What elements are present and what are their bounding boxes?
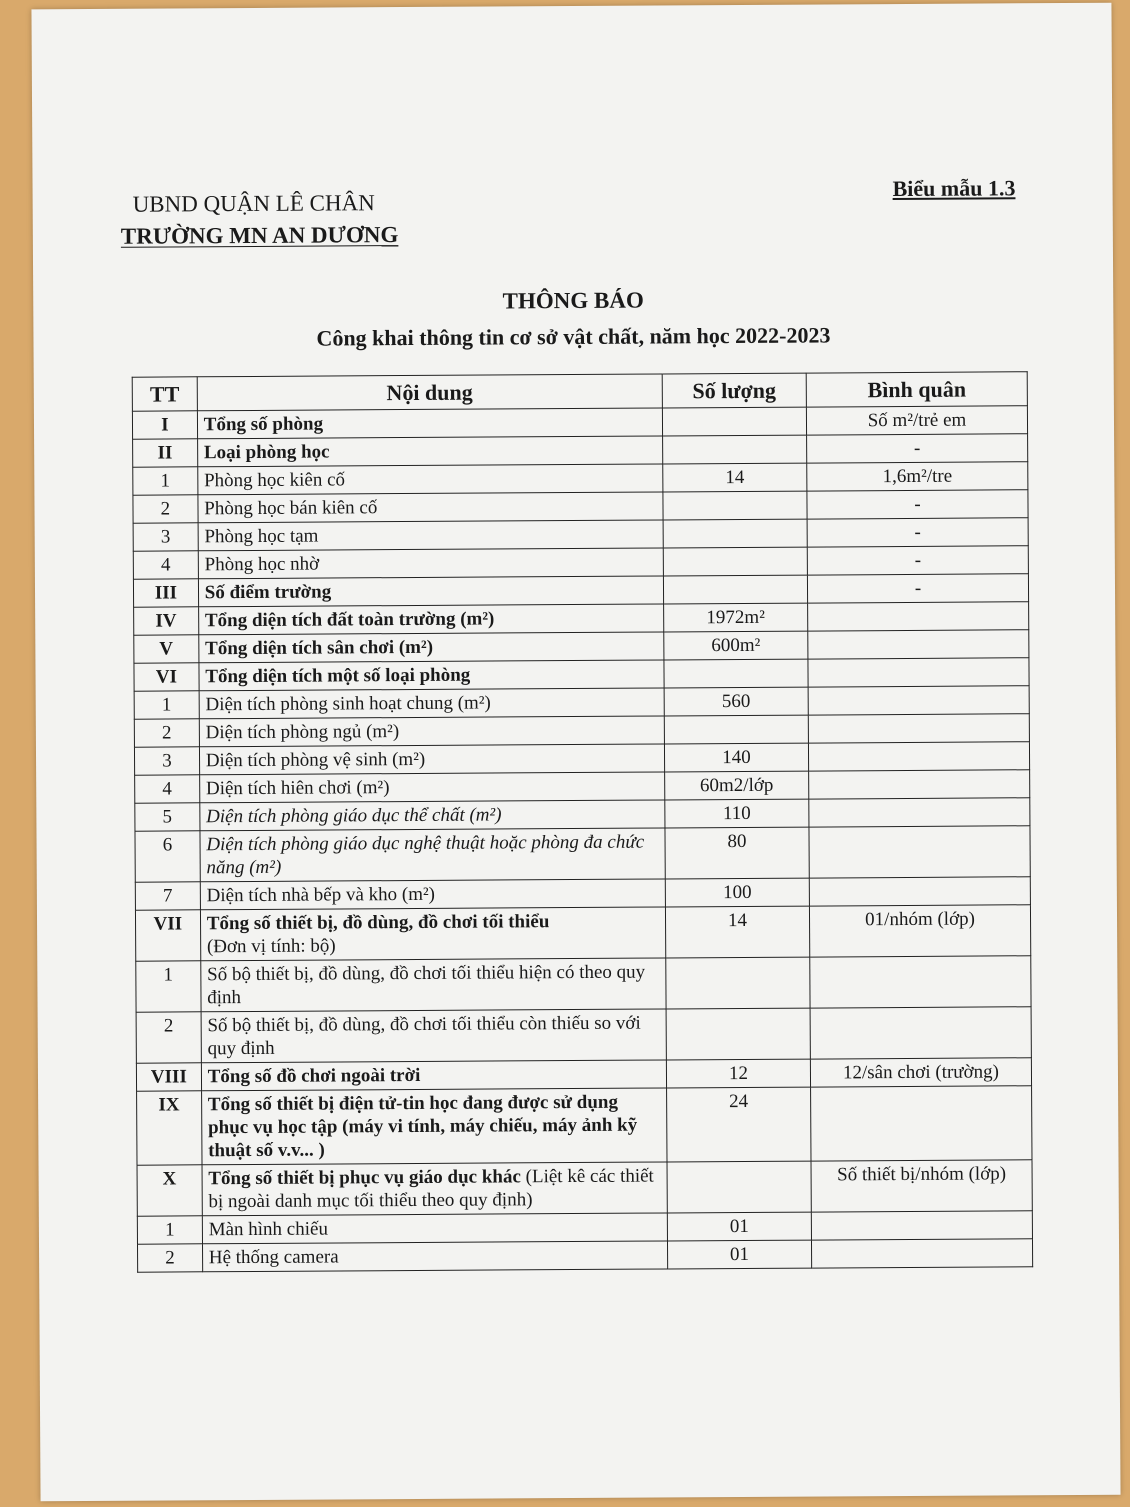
cell-content-text: Hệ thống camera: [208, 1246, 339, 1269]
cell-qty: [663, 519, 807, 548]
cell-qty: 01: [667, 1212, 811, 1241]
issuer-org: UBND QUẬN LÊ CHÂN: [132, 190, 375, 217]
cell-qty: 24: [666, 1087, 811, 1162]
cell-content-text: Tổng số đồ chơi ngoài trời: [207, 1064, 421, 1088]
cell-content-text: Tổng số phòng: [203, 413, 324, 436]
facilities-table: [132, 371, 1033, 1272]
cell-content: [198, 464, 663, 495]
cell-tt: 3: [134, 747, 199, 775]
cell-qty: [666, 1008, 810, 1060]
cell-content-text: Tổng số thiết bị, đồ dùng, đồ chơi tối thiểu: [206, 911, 550, 935]
table-row: [137, 1160, 1032, 1216]
cell-qty: 60m2/lớp: [665, 771, 809, 800]
cell-tt: VII: [135, 910, 200, 961]
cell-content-text: Diện tích hiên chơi (m²): [205, 777, 390, 800]
cell-content-text: Phòng học kiên cố: [204, 469, 346, 492]
table-row: [136, 956, 1031, 1012]
cell-content-text: Tổng diện tích một số loại phòng: [205, 664, 471, 688]
table-row: [137, 1086, 1032, 1165]
table-row: [137, 1239, 1032, 1272]
cell-avg: [810, 1007, 1031, 1059]
cell-avg: [811, 1211, 1032, 1240]
cell-tt: 1: [134, 691, 199, 719]
cell-avg: [811, 1086, 1032, 1161]
cell-content-text: Số bộ thiết bị, đồ dùng, đồ chơi tối thiểu còn thiếu so với quy định: [207, 1012, 641, 1060]
cell-qty: 14: [665, 906, 809, 958]
cell-content: [200, 879, 665, 910]
cell-avg: 1,6m²/tre: [807, 462, 1028, 491]
cell-content: [197, 436, 662, 467]
cell-content: [201, 958, 666, 1012]
cell-content: [201, 1088, 667, 1165]
cell-tt: 3: [133, 523, 198, 551]
cell-content-text: Tổng số thiết bị phục vụ giáo dục khác: [208, 1166, 521, 1190]
cell-avg: [808, 630, 1029, 659]
cell-content: [198, 520, 663, 551]
cell-tt: 6: [135, 831, 200, 882]
cell-content: [199, 772, 664, 803]
cell-tt: IX: [137, 1091, 202, 1165]
cell-content: [202, 1241, 667, 1272]
cell-content: [199, 632, 664, 663]
cell-qty: [664, 715, 808, 744]
cell-qty: 560: [664, 687, 808, 716]
cell-avg: [812, 1239, 1033, 1268]
issuer-school: [121, 219, 399, 253]
cell-content-text: Màn hình chiếu: [208, 1218, 328, 1241]
cell-content: [200, 800, 665, 831]
cell-tt: 2: [136, 1012, 201, 1063]
cell-content: [198, 548, 663, 579]
cell-avg: -: [807, 546, 1028, 575]
cell-content-text: Tổng số thiết bị điện tử-tin học đang được sử dụng phục vụ học tập (máy vi tính, máy chiếu, máy ảnh kỹ thuật số v.v... ): [207, 1091, 638, 1162]
cell-avg: -: [807, 490, 1028, 519]
cell-qty: [664, 659, 808, 688]
cell-content-text: Số bộ thiết bị, đồ dùng, đồ chơi tối thiểu hiện có theo quy định: [207, 961, 646, 1009]
issuer-block: [120, 187, 399, 253]
cell-content: [199, 744, 664, 775]
cell-content: [201, 1060, 666, 1091]
document-subtitle: Công khai thông tin cơ sở vật chất, năm học 2022-2023: [316, 322, 831, 351]
cell-avg: 01/nhóm (lớp): [809, 905, 1030, 957]
cell-content: [198, 604, 663, 635]
cell-tt: III: [133, 579, 198, 607]
cell-content: [202, 1213, 667, 1244]
cell-content: [198, 576, 663, 607]
header-avg: Bình quân: [806, 372, 1027, 407]
cell-content: [199, 716, 664, 747]
cell-tt: 4: [133, 551, 198, 579]
cell-avg: [809, 798, 1030, 827]
table-header-row: [132, 372, 1027, 411]
table-row: [136, 1007, 1031, 1063]
cell-content: [197, 408, 662, 439]
cell-content: [199, 660, 664, 691]
cell-avg: [808, 686, 1029, 715]
cell-content: [199, 688, 664, 719]
cell-tt: V: [134, 635, 199, 663]
cell-content-text: Diện tích phòng giáo dục thể chất (m²): [206, 804, 502, 828]
cell-avg: Số m²/trẻ em: [806, 406, 1027, 435]
header-content: Nội dung: [197, 374, 662, 411]
cell-content-text: Phòng học tạm: [204, 525, 319, 548]
cell-tt: 7: [135, 882, 200, 910]
cell-tt: 4: [135, 775, 200, 803]
cell-tt: 1: [136, 961, 201, 1012]
cell-content: [200, 907, 665, 961]
cell-content: [200, 828, 665, 882]
header-tt: TT: [132, 377, 197, 411]
cell-content-text: Tổng diện tích sân chơi (m²): [205, 636, 434, 660]
cell-tt: 1: [133, 467, 198, 495]
cell-qty: 1972m²: [663, 603, 807, 632]
cell-avg: [809, 877, 1030, 906]
cell-avg: [808, 714, 1029, 743]
cell-qty: 80: [665, 827, 809, 879]
cell-content-text: Diện tích phòng sinh hoạt chung (m²): [205, 692, 491, 716]
cell-content-text: Diện tích phòng giáo dục nghệ thuật hoặc phòng đa chức năng (m²): [206, 831, 645, 879]
table-row: [135, 905, 1030, 961]
cell-content-text: Diện tích phòng vệ sinh (m²): [205, 748, 426, 772]
cell-qty: 12: [666, 1059, 810, 1088]
cell-qty: 01: [667, 1240, 811, 1269]
cell-content-text: Phòng học bán kiên cố: [204, 497, 378, 520]
cell-tt: II: [133, 439, 198, 467]
form-number: Biểu mẫu 1.3: [892, 175, 1016, 202]
cell-tt: 5: [135, 803, 200, 831]
cell-tt: 2: [133, 495, 198, 523]
cell-content-unit: (Đơn vị tính: bộ): [206, 935, 336, 958]
cell-content: [201, 1009, 666, 1063]
cell-content-text: Loại phòng học: [203, 441, 330, 464]
cell-content-text: Diện tích phòng ngủ (m²): [205, 721, 400, 744]
cell-tt: IV: [134, 607, 199, 635]
cell-avg: [809, 826, 1030, 878]
cell-qty: 14: [663, 463, 807, 492]
cell-content-note: (Liệt kê các thiết bị ngoài danh mục tối thiểu theo quy định): [208, 1165, 654, 1213]
cell-tt: I: [132, 411, 197, 439]
cell-qty: 140: [664, 743, 808, 772]
cell-avg: [810, 956, 1031, 1008]
cell-qty: [663, 491, 807, 520]
cell-qty: [666, 957, 810, 1009]
cell-qty: [663, 547, 807, 576]
cell-avg: -: [807, 518, 1028, 547]
table-row: [135, 826, 1030, 882]
cell-avg: [808, 602, 1029, 631]
cell-avg: -: [807, 574, 1028, 603]
cell-avg: [809, 770, 1030, 799]
table-body: [132, 406, 1032, 1272]
cell-content: [198, 492, 663, 523]
paper-sheet: [31, 3, 1120, 1502]
cell-content-text: Số điểm trường: [204, 581, 332, 604]
cell-avg: 12/sân chơi (trường): [810, 1058, 1031, 1087]
cell-tt: X: [137, 1165, 202, 1216]
cell-content-text: Phòng học nhờ: [204, 553, 320, 576]
cell-tt: 2: [134, 719, 199, 747]
header-qty: Số lượng: [662, 373, 806, 408]
cell-tt: VIII: [136, 1063, 201, 1091]
cell-avg: [808, 742, 1029, 771]
cell-content: [202, 1162, 667, 1216]
cell-content-text: Diện tích nhà bếp và kho (m²): [206, 883, 436, 907]
cell-qty: 100: [665, 878, 809, 907]
cell-qty: [663, 575, 807, 604]
cell-content-text: Tổng diện tích đất toàn trường (m²): [204, 608, 495, 632]
cell-avg: [808, 658, 1029, 687]
issuer-school-text: TRƯỜNG MN AN DƯƠNG: [120, 222, 399, 249]
document-title: THÔNG BÁO: [502, 287, 644, 314]
cell-tt: VI: [134, 663, 199, 691]
cell-qty: [662, 407, 806, 436]
cell-qty: [662, 435, 806, 464]
cell-qty: 600m²: [664, 631, 808, 660]
cell-avg: Số thiết bị/nhóm (lớp): [811, 1160, 1032, 1212]
cell-avg: -: [807, 434, 1028, 463]
cell-qty: [667, 1161, 811, 1213]
cell-tt: 2: [137, 1244, 202, 1272]
cell-tt: 1: [137, 1216, 202, 1244]
cell-qty: 110: [665, 799, 809, 828]
